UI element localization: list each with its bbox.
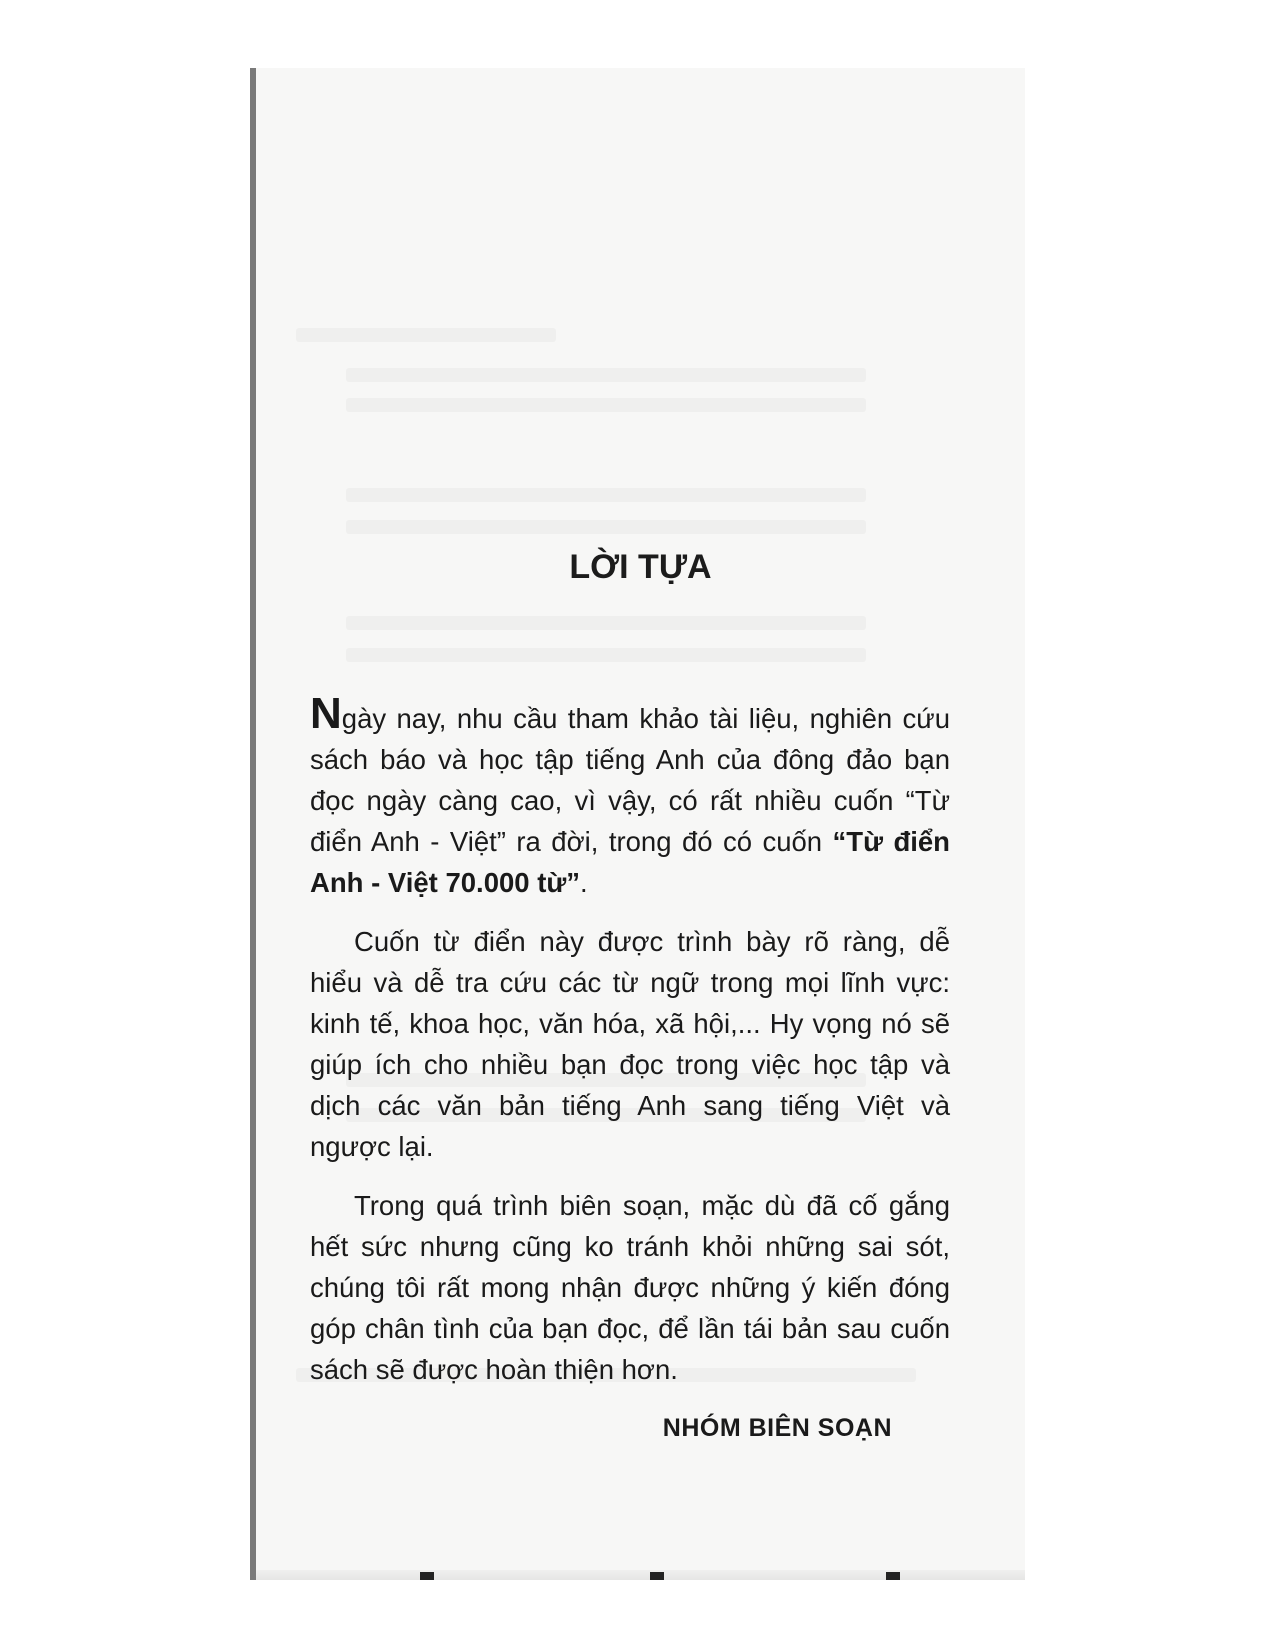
page-title: LỜI TỰA xyxy=(569,548,712,586)
edge-mark xyxy=(650,1572,664,1580)
show-through-line xyxy=(346,616,866,630)
show-through-line xyxy=(346,520,866,534)
paragraph-3: Trong quá trình biên soạn, mặc dù đã cố gắng hết sức nhưng cũng ko tránh khỏi những sai sót, chúng tôi rất mong nhận được những ý kiến đóng góp chân tình của bạn đọc, để lần tái bản sau cuốn sách sẽ được hoàn thiện hơn. xyxy=(310,1190,950,1385)
drop-cap: N xyxy=(310,689,342,738)
book-page xyxy=(250,68,1025,1580)
show-through-line xyxy=(346,368,866,382)
book-title-emphasis: “Từ điển Anh - Việt 70.000 từ” xyxy=(310,826,950,898)
edge-mark xyxy=(420,1572,434,1580)
paragraph-1-text: gày nay, nhu cầu tham khảo tài liệu, nghiên cứu sách báo và học tập tiếng Anh của đông đảo bạn đọc ngày càng cao, vì vậy, có rất nhiều cuốn “Từ điển Anh - Việt” ra đời, trong đó có cuốn xyxy=(310,703,950,857)
signature: NHÓM BIÊN SOẠN xyxy=(662,1414,892,1442)
page-bottom-marks xyxy=(250,1572,1025,1582)
paragraph-2: Cuốn từ điển này được trình bày rõ ràng, dễ hiểu và dễ tra cứu các từ ngữ trong mọi lĩnh vực: kinh tế, khoa học, văn hóa, xã hội,... Hy vọng nó sẽ giúp ích cho nhiều bạn đọc trong việc học tập và dịch các văn bản tiếng Anh sang tiếng Việt và ngược lại. xyxy=(310,926,950,1162)
show-through-line xyxy=(346,488,866,502)
edge-mark xyxy=(886,1572,900,1580)
show-through-line xyxy=(346,648,866,662)
paragraph-1 xyxy=(310,689,950,903)
show-through-line xyxy=(346,398,866,412)
paragraph-1-end: . xyxy=(580,867,588,898)
show-through-line xyxy=(296,328,556,342)
preface-body xyxy=(310,689,950,1449)
